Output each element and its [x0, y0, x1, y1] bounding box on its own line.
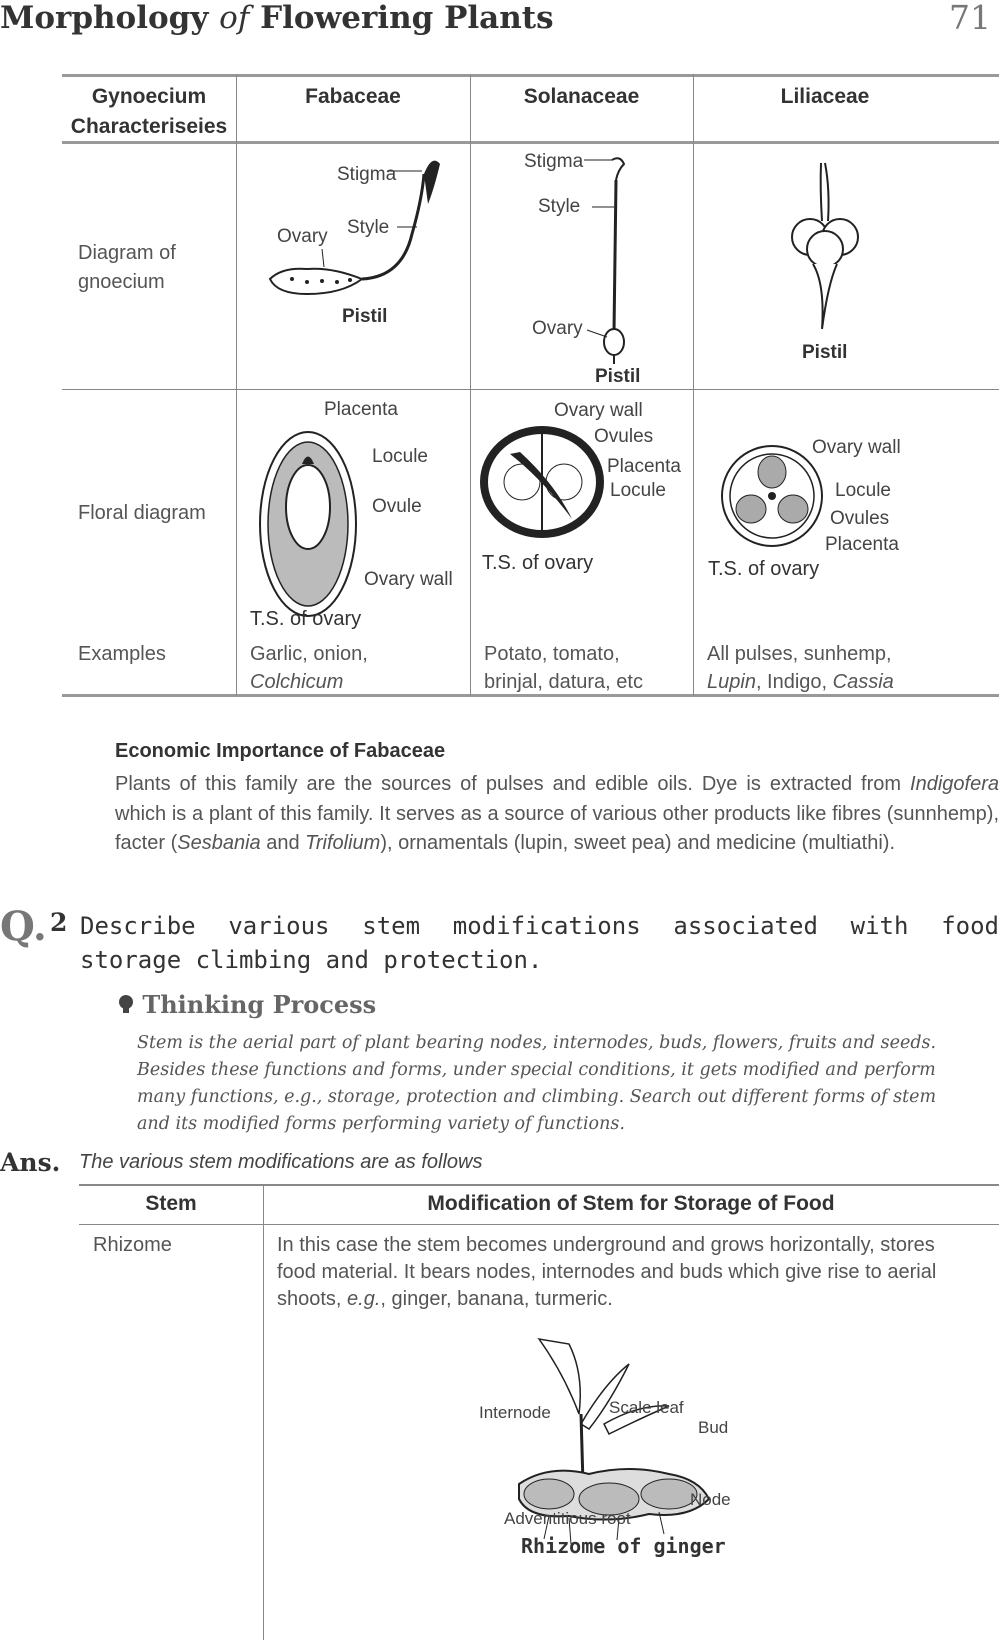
ginger-internode-label: Internode	[479, 1403, 551, 1422]
solanaceae-pistil-drawing	[582, 152, 642, 367]
table-row-rule	[62, 389, 999, 390]
page-number: 71	[949, 0, 991, 37]
ex-fab-line1: Garlic, onion,	[250, 643, 368, 665]
thinking-heading	[118, 990, 376, 1019]
row-label-diagram: Diagram of gnoecium	[78, 242, 176, 293]
col-header-fabaceae: Fabaceae	[305, 85, 401, 108]
sol-style-label: Style	[538, 196, 581, 217]
econ-paragraph	[115, 770, 999, 859]
sol-locule-label: Locule	[610, 480, 666, 501]
t2-row1-text	[277, 1232, 957, 1313]
fab-locule-label: Locule	[372, 446, 428, 467]
question-mark: Q.	[0, 903, 47, 950]
fab-ovule-label: Ovule	[372, 496, 422, 517]
gynoecium-table	[62, 74, 999, 726]
ginger-adventitious-root-label: Adventitious root	[504, 1509, 631, 1528]
fab-placenta-label: Placenta	[324, 399, 398, 420]
t2-col-stem: Stem	[145, 1192, 197, 1215]
econ-p4: ), ornamentals (lupin, sweet pea) and medicine (multiathi).	[380, 832, 896, 854]
row-label-examples: Examples	[78, 643, 166, 665]
answer-intro: The various stem modifications are as follows	[79, 1151, 483, 1173]
ex-sol-line2: brinjal, datura, etc	[484, 671, 643, 693]
ex-lil-indigo: , Indigo,	[755, 671, 833, 693]
sol-pistil-label: Pistil	[595, 366, 641, 387]
ginger-scale-leaf-label: Scale leaf	[609, 1398, 684, 1417]
question-number: 2	[50, 908, 68, 937]
sol-stigma-label: Stigma	[524, 151, 584, 172]
chapter-title-part2: Flowering Plants	[260, 0, 554, 36]
fab-stigma-label: Stigma	[337, 164, 397, 185]
fab-ovary-wall-label: Ovary wall	[364, 569, 453, 590]
fabaceae-floral-drawing	[258, 429, 378, 624]
t2-header-rule	[79, 1224, 999, 1225]
col-divider-2	[470, 74, 471, 696]
fab-pistil-label: Pistil	[342, 306, 388, 327]
fab-ts-label: T.S. of ovary	[250, 608, 362, 630]
examples-fabaceae	[250, 640, 368, 696]
lil-pistil-label: Pistil	[802, 342, 848, 363]
fab-ovary-label: Ovary	[277, 226, 328, 247]
ginger-node-label: Node	[690, 1490, 731, 1509]
econ-i3: Trifolium	[305, 832, 381, 854]
sol-ts-label: T.S. of ovary	[482, 552, 594, 574]
t2-row1-text-a: In this case the stem becomes underground and grows horizontally, stores food material. It bears nodes, internodes and buds which give rise to aerial shoots,	[277, 1234, 937, 1310]
econ-p2: which is a plant of this family. It serves as a source of various other products like fibres (sunnhemp), facter (	[115, 802, 999, 854]
lil-locule-label: Locule	[835, 480, 891, 501]
ex-lil-line1: All pulses, sunhemp,	[707, 643, 892, 665]
econ-heading: Economic Importance of Fabaceae	[115, 740, 446, 762]
liliaceae-pistil-drawing	[780, 159, 870, 339]
answer-label: Ans.	[0, 1148, 61, 1177]
row-label-floral: Floral diagram	[78, 502, 206, 524]
col-divider-1	[236, 74, 237, 696]
t2-row1-text-eg: e.g.	[347, 1288, 381, 1310]
lil-ovules-label: Ovules	[830, 508, 890, 529]
col-header-solanaceae: Solanaceae	[523, 85, 640, 108]
examples-liliaceae	[707, 640, 894, 696]
lil-ts-label: T.S. of ovary	[708, 558, 820, 580]
question-text: Describe various stem modifications associated with food storage climbing and protection.	[80, 912, 999, 974]
sol-ovules-label: Ovules	[594, 426, 654, 447]
t2-row1-text-b: , ginger, banana, turmeric.	[380, 1288, 613, 1310]
lil-placenta-label: Placenta	[825, 534, 899, 555]
t2-col-modification: Modification of Stem for Storage of Food	[427, 1192, 835, 1215]
col-header-gynoecium: Gynoecium Characteriseies	[70, 85, 228, 138]
solanaceae-floral-drawing	[480, 424, 610, 544]
stem-table	[79, 1184, 999, 1640]
thinking-heading-text: Thinking Process	[142, 990, 377, 1019]
sol-ovary-wall-label: Ovary wall	[554, 400, 643, 421]
sol-ovary-label: Ovary	[532, 318, 583, 339]
econ-i2: Sesbania	[177, 832, 261, 854]
ex-lil-cassia: Cassia	[832, 671, 894, 693]
lightbulb-icon	[118, 994, 134, 1016]
thinking-text: Stem is the aerial part of plant bearing nodes, internodes, buds, flowers, fruits and seeds. Besides these functions and forms, under special conditions, it gets modified and perform many functions, e.g., storage, protection and climbing. Search out different forms of stem and its modified forms performing variety of functions.	[137, 1033, 937, 1134]
ex-fab-line2: Colchicum	[250, 671, 344, 693]
table-top-rule	[62, 74, 999, 77]
t2-top-rule	[79, 1184, 999, 1186]
ginger-bud-label: Bud	[698, 1418, 729, 1437]
econ-p3: and	[260, 832, 306, 854]
ex-sol-line1: Potato, tomato,	[484, 643, 620, 665]
chapter-title-part1: Morphology	[0, 0, 209, 36]
t2-row1-stem: Rhizome	[93, 1234, 172, 1256]
econ-p1: Plants of this family are the sources of pulses and edible oils. Dye is extracted from	[115, 773, 911, 795]
fab-style-label: Style	[347, 217, 390, 238]
ginger-caption: Rhizome of ginger	[521, 1534, 726, 1558]
ginger-rhizome-drawing	[509, 1334, 719, 1564]
examples-solanaceae	[484, 640, 643, 696]
col-divider-3	[693, 74, 694, 696]
t2-col-divider	[263, 1184, 264, 1640]
econ-i1: Indigofera	[910, 773, 999, 795]
sol-placenta-label: Placenta	[607, 456, 681, 477]
chapter-title-of: of	[219, 0, 250, 36]
chapter-title	[0, 0, 554, 36]
ex-lil-lupin: Lupin	[707, 671, 756, 693]
liliaceae-floral-drawing	[717, 444, 827, 549]
lil-ovary-wall-label: Ovary wall	[812, 437, 901, 458]
col-header-liliaceae: Liliaceae	[780, 85, 870, 108]
